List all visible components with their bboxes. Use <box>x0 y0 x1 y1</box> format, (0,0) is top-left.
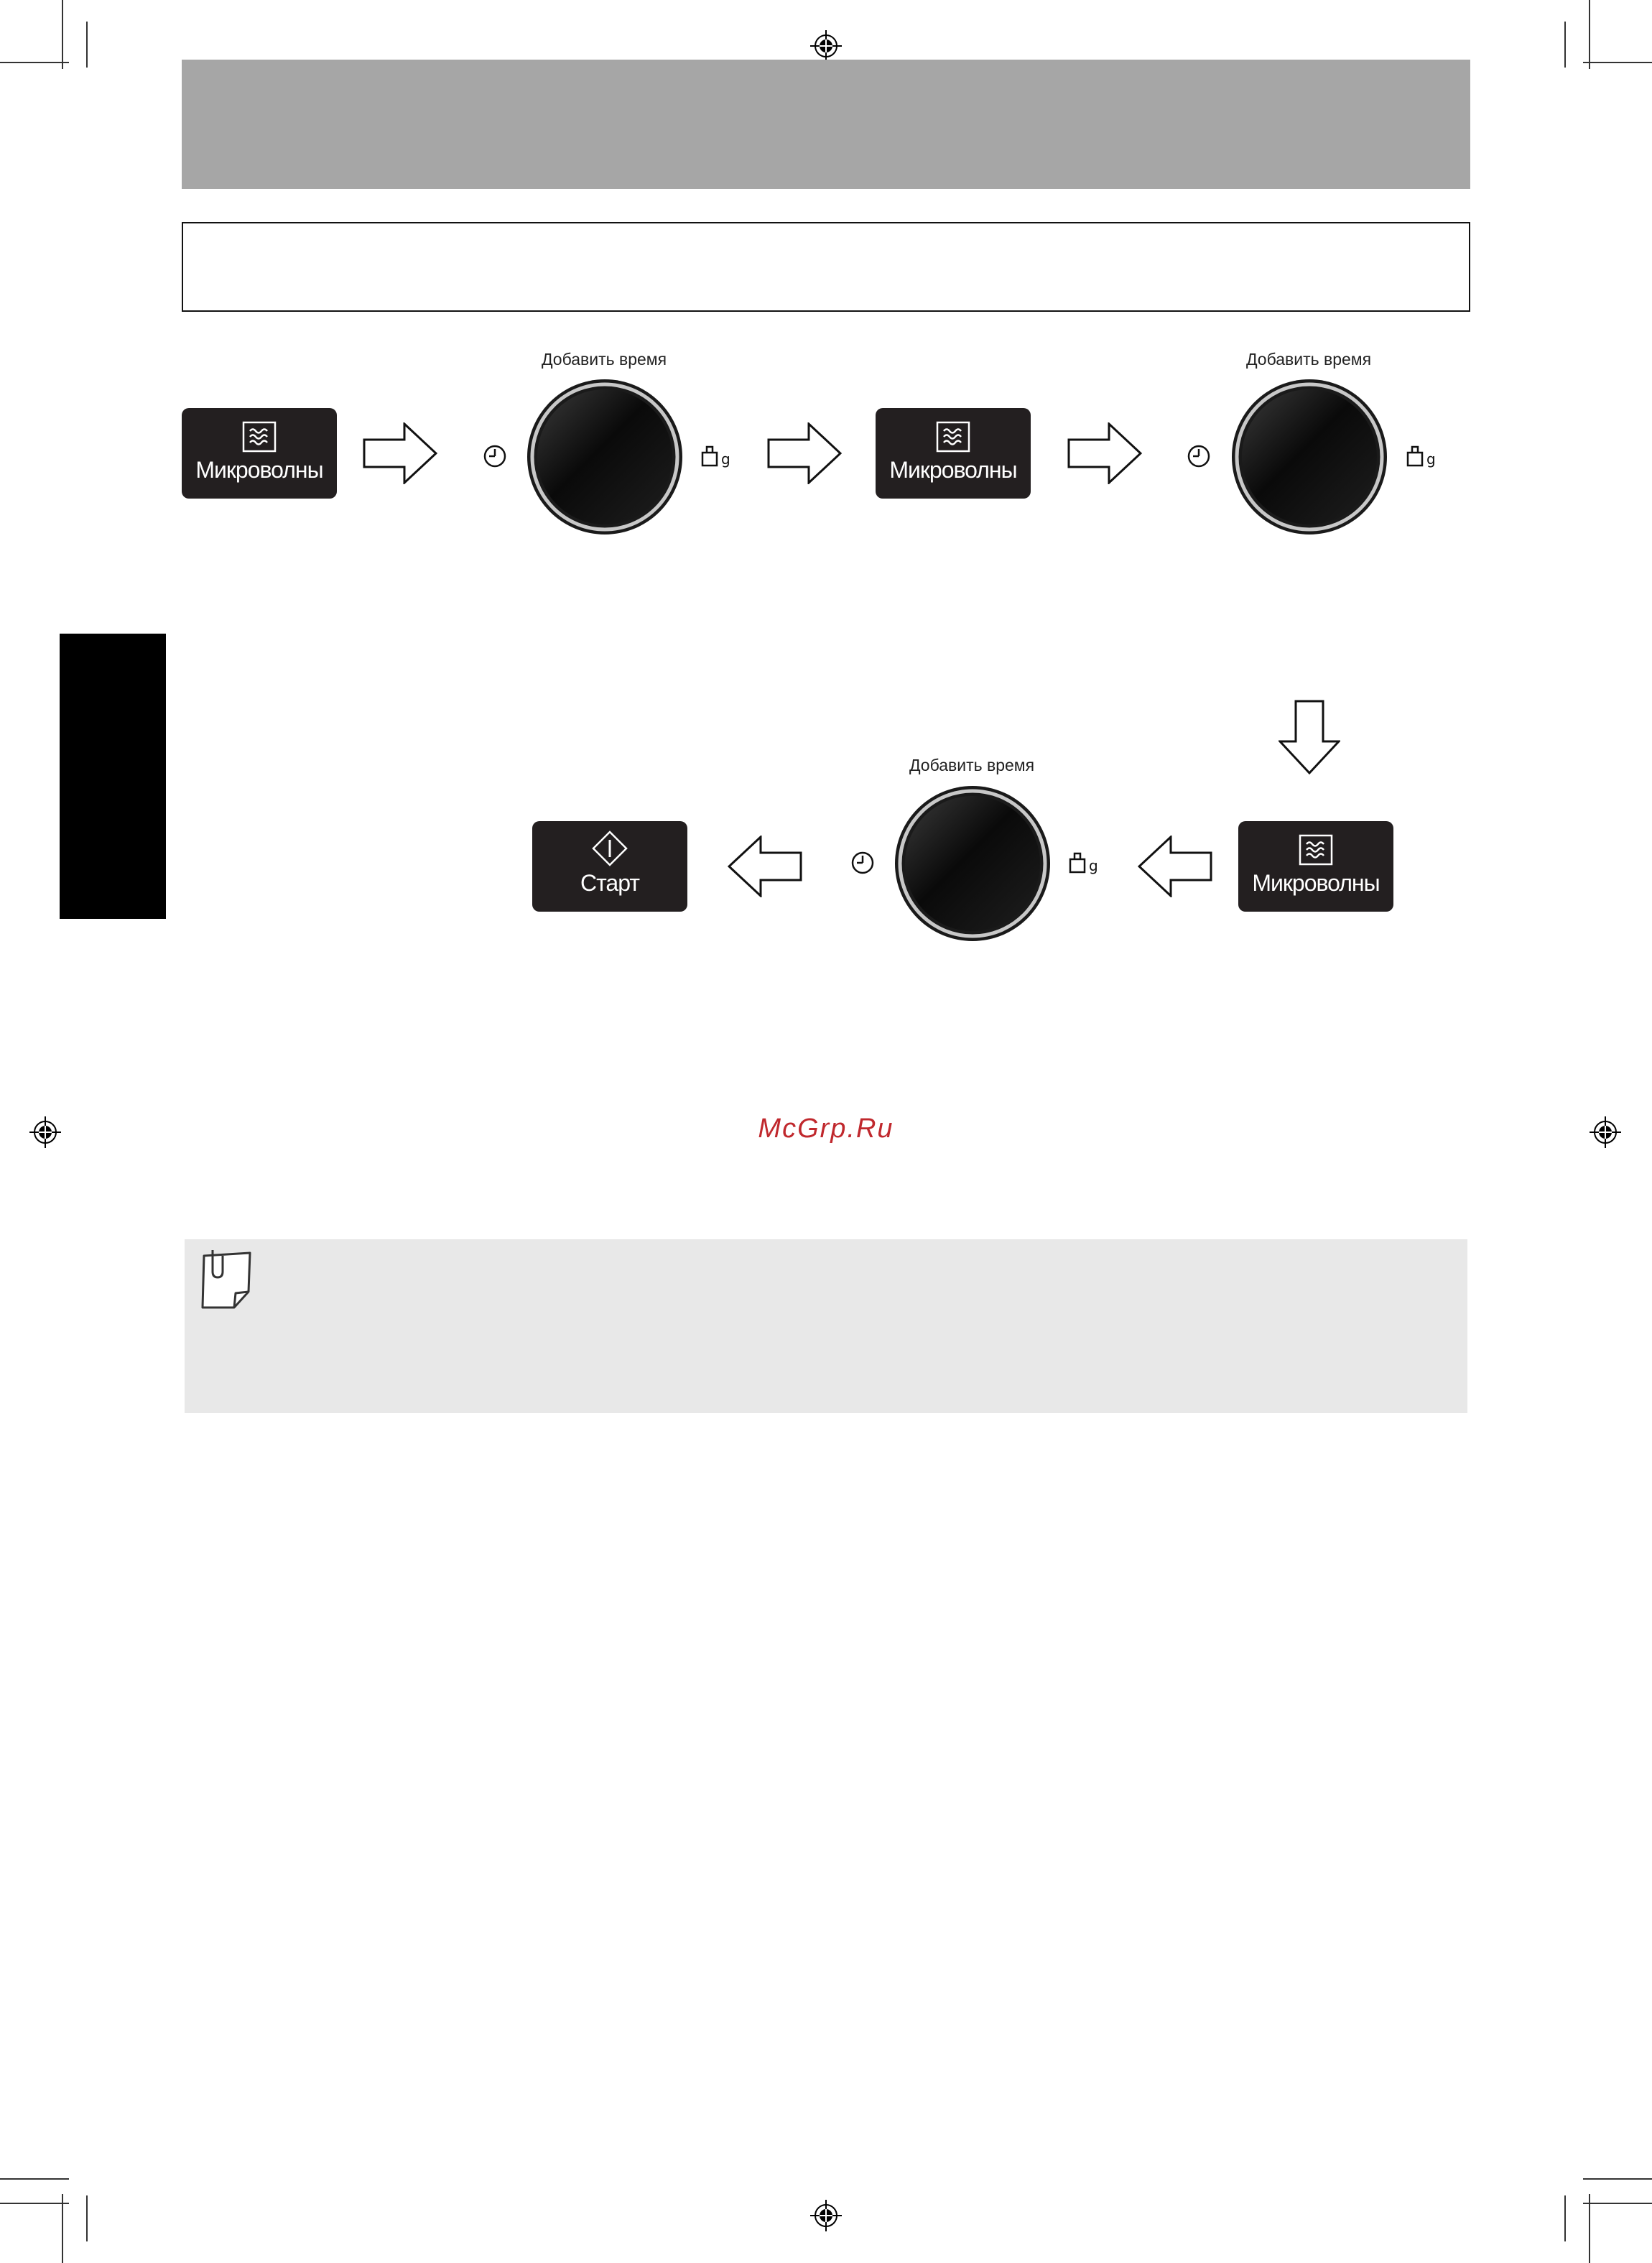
crop-mark <box>1589 0 1590 69</box>
microwave-button-label: Микроволны <box>195 457 323 483</box>
clock-icon <box>483 444 507 468</box>
arrow-right-icon <box>363 422 437 484</box>
start-diamond-icon <box>591 830 628 867</box>
svg-text:g: g <box>721 450 730 468</box>
arrow-left-icon <box>728 836 802 897</box>
microwave-button[interactable] <box>876 408 1031 499</box>
clock-icon <box>1187 444 1211 468</box>
dial-knob[interactable] <box>1230 377 1389 537</box>
arrow-left-icon <box>1138 836 1212 897</box>
registration-mark-icon <box>810 2200 842 2231</box>
crop-mark <box>0 2178 69 2180</box>
arrow-right-icon <box>767 422 842 484</box>
watermark-text: McGrp.Ru <box>758 1114 894 1144</box>
microwave-button[interactable] <box>182 408 337 499</box>
note-box <box>185 1239 1467 1413</box>
microwave-button-label: Микроволны <box>1252 870 1380 896</box>
side-tab <box>60 634 166 919</box>
crop-mark <box>0 2203 69 2204</box>
clock-icon <box>850 851 875 875</box>
crop-mark <box>0 62 69 63</box>
weight-g-icon <box>701 443 733 468</box>
svg-text:g: g <box>1089 857 1098 874</box>
crop-mark <box>1583 62 1652 63</box>
microwave-waves-icon <box>242 421 277 453</box>
crop-mark <box>1583 2203 1652 2204</box>
weight-g-icon <box>1069 849 1100 875</box>
dial-knob[interactable] <box>525 377 685 537</box>
weight-g-icon <box>1406 443 1438 468</box>
dial-knob[interactable] <box>893 784 1052 943</box>
microwave-waves-icon <box>1299 834 1333 866</box>
note-paper-clip-icon <box>197 1250 257 1312</box>
crop-mark <box>1589 2194 1590 2263</box>
microwave-button-label: Микроволны <box>889 457 1017 483</box>
start-button[interactable] <box>532 821 687 912</box>
crop-mark <box>1564 22 1566 68</box>
crop-mark <box>1583 2178 1652 2180</box>
crop-mark <box>86 2195 88 2241</box>
crop-mark <box>62 0 63 69</box>
header-band <box>182 60 1470 189</box>
microwave-button[interactable] <box>1238 821 1393 912</box>
add-time-label: Добавить время <box>909 756 1035 774</box>
start-button-label: Старт <box>580 870 639 896</box>
arrow-right-icon <box>1067 422 1142 484</box>
crop-mark <box>86 22 88 68</box>
microwave-waves-icon <box>936 421 970 453</box>
crop-mark <box>1564 2195 1566 2241</box>
svg-text:g: g <box>1426 450 1436 468</box>
add-time-label: Добавить время <box>1245 350 1372 369</box>
crop-mark <box>62 2194 63 2263</box>
arrow-down-icon <box>1279 700 1340 774</box>
registration-mark-icon <box>810 30 842 62</box>
add-time-label: Добавить время <box>541 350 667 369</box>
title-box <box>182 222 1470 312</box>
